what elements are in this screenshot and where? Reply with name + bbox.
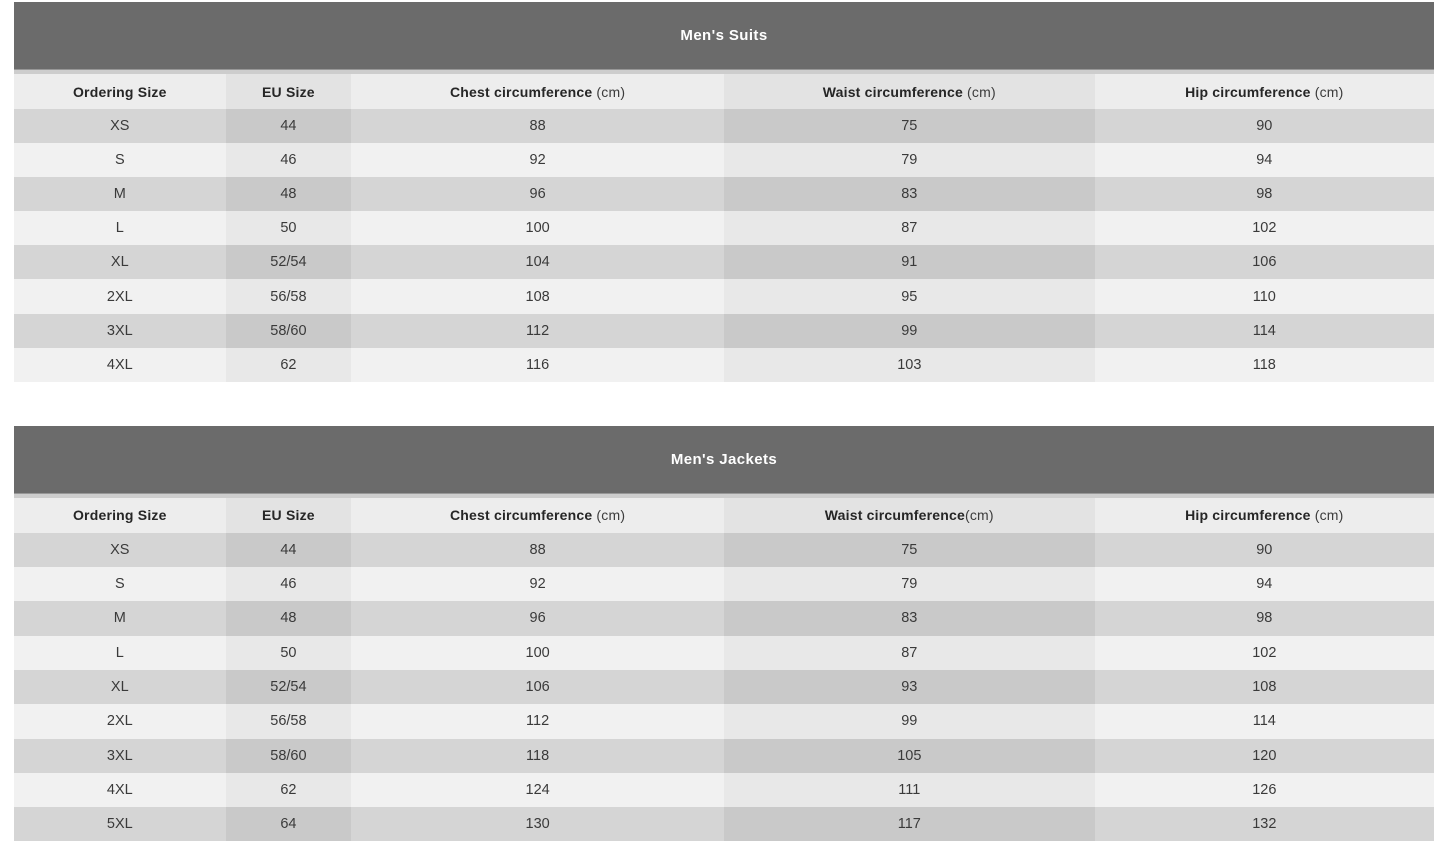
table-cell: 94 <box>1095 143 1434 177</box>
table-cell: M <box>14 177 226 211</box>
column-header <box>226 498 352 533</box>
table-cell: 75 <box>724 109 1095 143</box>
table-row <box>14 177 1434 211</box>
table-cell: 94 <box>1095 567 1434 601</box>
table-row <box>14 636 1434 670</box>
table-cell: 50 <box>226 636 352 670</box>
table-cell: 100 <box>351 211 724 245</box>
table-cell: 100 <box>351 636 724 670</box>
column-header-label: Chest circumference <box>450 83 593 100</box>
table-cell: M <box>14 601 226 635</box>
table-row <box>14 739 1434 773</box>
table-cell: 52/54 <box>226 670 352 704</box>
table-cell: 3XL <box>14 314 226 348</box>
table-row <box>14 211 1434 245</box>
table-cell: 56/58 <box>226 704 352 738</box>
column-header <box>14 74 226 109</box>
table-cell: XS <box>14 533 226 567</box>
table-cell: XL <box>14 245 226 279</box>
table-row <box>14 601 1434 635</box>
table-cell: 48 <box>226 177 352 211</box>
column-header-label: EU Size <box>262 83 315 100</box>
column-header <box>724 498 1095 533</box>
table-row <box>14 567 1434 601</box>
table-cell: 92 <box>351 567 724 601</box>
column-header-label: Ordering Size <box>72 507 167 524</box>
table-cell: 88 <box>351 533 724 567</box>
table-cell: 4XL <box>14 348 226 382</box>
table-cell: 62 <box>226 773 352 807</box>
table-cell: 83 <box>724 177 1095 211</box>
table-cell: 112 <box>351 704 724 738</box>
column-header-label: Ordering Size <box>72 83 167 100</box>
table-cell: 96 <box>351 177 724 211</box>
table-cell: 104 <box>351 245 724 279</box>
table-cell: 2XL <box>14 279 226 313</box>
column-header-unit: (cm) <box>592 83 626 100</box>
column-header-label: Hip circumference <box>1185 83 1311 100</box>
column-header-unit: (cm) <box>592 507 626 524</box>
table-row <box>14 533 1434 567</box>
column-header <box>14 498 226 533</box>
table-row <box>14 348 1434 382</box>
column-header-label: Hip circumference <box>1185 507 1311 524</box>
table-cell: 2XL <box>14 704 226 738</box>
table-cell: 105 <box>724 739 1095 773</box>
table-row <box>14 807 1434 841</box>
table-cell: 99 <box>724 314 1095 348</box>
column-header <box>226 74 352 109</box>
table-cell: 93 <box>724 670 1095 704</box>
table-cell: 116 <box>351 348 724 382</box>
table-cell: 95 <box>724 279 1095 313</box>
size-table <box>14 498 1434 842</box>
table-cell: 106 <box>1095 245 1434 279</box>
header-row <box>14 74 1434 109</box>
column-header <box>1095 74 1434 109</box>
table-cell: 118 <box>351 739 724 773</box>
table-cell: 4XL <box>14 773 226 807</box>
table-cell: XS <box>14 109 226 143</box>
table-cell: 46 <box>226 567 352 601</box>
mens-suits-table-section <box>14 2 1434 382</box>
table-cell: 117 <box>724 807 1095 841</box>
table-row <box>14 109 1434 143</box>
mens-jackets-table-section <box>14 426 1434 842</box>
table-cell: 132 <box>1095 807 1434 841</box>
table-row <box>14 143 1434 177</box>
table-cell: L <box>14 211 226 245</box>
table-cell: 130 <box>351 807 724 841</box>
table-cell: 102 <box>1095 211 1434 245</box>
table-cell: 5XL <box>14 807 226 841</box>
table-cell: 44 <box>226 533 352 567</box>
table-cell: 87 <box>724 211 1095 245</box>
table-cell: 88 <box>351 109 724 143</box>
table-cell: L <box>14 636 226 670</box>
table-cell: 90 <box>1095 533 1434 567</box>
table-cell: S <box>14 567 226 601</box>
table-cell: 118 <box>1095 348 1434 382</box>
table-cell: 87 <box>724 636 1095 670</box>
table-cell: 98 <box>1095 177 1434 211</box>
table-title: Men's Suits <box>680 27 768 44</box>
column-header-unit: (cm) <box>965 507 994 524</box>
table-cell: 126 <box>1095 773 1434 807</box>
table-row <box>14 245 1434 279</box>
table-cell: 103 <box>724 348 1095 382</box>
table-cell: 46 <box>226 143 352 177</box>
table-row <box>14 773 1434 807</box>
table-title: Men's Jackets <box>670 450 778 468</box>
table-row <box>14 279 1434 313</box>
column-header-unit: (cm) <box>962 83 996 100</box>
table-cell: 106 <box>351 670 724 704</box>
table-cell: 92 <box>351 143 724 177</box>
table-cell: 108 <box>351 279 724 313</box>
table-gap <box>14 382 1434 426</box>
table-cell: 62 <box>226 348 352 382</box>
table-cell: 124 <box>351 773 724 807</box>
column-header <box>1095 498 1434 533</box>
table-cell: 110 <box>1095 279 1434 313</box>
column-header-label: Waist circumference <box>822 83 963 100</box>
table-cell: 64 <box>226 807 352 841</box>
column-header <box>351 498 724 533</box>
table-cell: 90 <box>1095 109 1434 143</box>
table-cell: 108 <box>1095 670 1434 704</box>
table-cell: 112 <box>351 314 724 348</box>
table-cell: 58/60 <box>226 739 352 773</box>
table-cell: 75 <box>724 533 1095 567</box>
table-cell: 98 <box>1095 601 1434 635</box>
table-row <box>14 704 1434 738</box>
table-cell: 91 <box>724 245 1095 279</box>
table-cell: 58/60 <box>226 314 352 348</box>
table-row <box>14 314 1434 348</box>
table-cell: 79 <box>724 143 1095 177</box>
table-cell: 50 <box>226 211 352 245</box>
table-cell: 96 <box>351 601 724 635</box>
column-header <box>724 74 1095 109</box>
table-cell: 52/54 <box>226 245 352 279</box>
table-cell: 114 <box>1095 704 1434 738</box>
header-row <box>14 498 1434 533</box>
table-cell: 120 <box>1095 739 1434 773</box>
table-cell: 99 <box>724 704 1095 738</box>
table-cell: 44 <box>226 109 352 143</box>
table-cell: XL <box>14 670 226 704</box>
column-header <box>351 74 724 109</box>
table-title-bar <box>14 426 1434 494</box>
size-table <box>14 74 1434 382</box>
table-cell: 114 <box>1095 314 1434 348</box>
table-cell: 48 <box>226 601 352 635</box>
table-cell: S <box>14 143 226 177</box>
column-header-unit: (cm) <box>1310 507 1344 524</box>
column-header-label: Chest circumference <box>450 507 593 524</box>
column-header-label: Waist circumference <box>824 507 965 524</box>
table-cell: 83 <box>724 601 1095 635</box>
table-cell: 56/58 <box>226 279 352 313</box>
column-header-unit: (cm) <box>1310 83 1344 100</box>
column-header-label: EU Size <box>262 507 315 524</box>
table-cell: 111 <box>724 773 1095 807</box>
table-title-bar <box>14 2 1434 70</box>
table-cell: 102 <box>1095 636 1434 670</box>
table-row <box>14 670 1434 704</box>
table-cell: 79 <box>724 567 1095 601</box>
table-cell: 3XL <box>14 739 226 773</box>
